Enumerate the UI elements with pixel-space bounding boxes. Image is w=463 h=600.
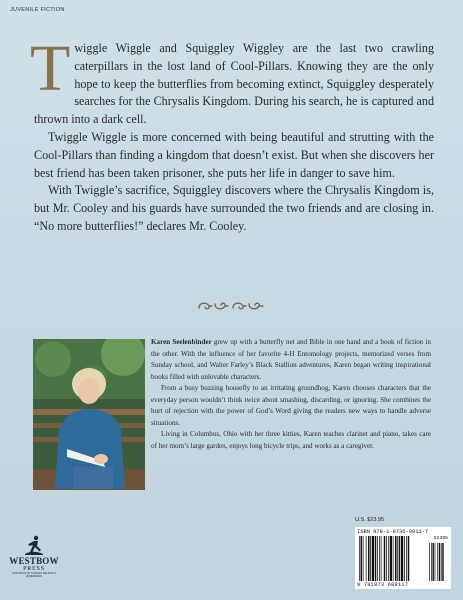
isbn-text: ISBN 978-1-9736-0911-7 bbox=[357, 529, 429, 535]
barcode-bars-icon bbox=[355, 527, 451, 589]
blurb-paragraph-1-text: wiggle Wiggle and Squiggley Wiggley are the last two crawling caterpillars in the lost land of Cool-Pillars. Knowing they are the only hope to keep the butterflies from becoming extinct, Squiggley desperately searches for the Chrysalis Kingdom. During his search, he is captured and thrown into a dark cell. bbox=[34, 41, 434, 127]
bio-paragraph-1 bbox=[151, 337, 431, 383]
author-photo bbox=[33, 339, 145, 490]
bio-paragraph-3: Living in Columbus, Ohio with her three kitties, Karen teaches clarinet and piano, takes care of her mom’s large garden, enjoys long bicycle trips, and works as a caregiver. bbox=[151, 430, 431, 450]
blurb-paragraph-3: With Twiggle’s sacrifice, Squiggley discovers where the Chrysalis Kingdom is, but Mr. Cooley and his guards have surrounded the two friends and are closing in. “No more butterflies!” declares Mr. Cooley. bbox=[34, 183, 434, 233]
ornament-divider-icon bbox=[195, 298, 267, 314]
blurb-paragraph-1 bbox=[30, 32, 434, 129]
publisher-logo bbox=[4, 535, 64, 595]
publisher-press: PRESS bbox=[23, 566, 45, 572]
book-blurb bbox=[30, 32, 434, 236]
bio-paragraph-1-text: grew up with a butterfly net and Bible in one hand and a book of fiction in the other. With the influence of her favorite 4-H Entomology projects, memorized verses from Sunday school, and Walter Farley’s Black Stallion adventures, Karen began writing inspirational books filled with unlovable characters. bbox=[151, 338, 431, 381]
barcode-digits: 9 781973 609117 bbox=[357, 582, 409, 588]
price-addon-digits: 52395 bbox=[433, 536, 448, 541]
genre-label: JUVENILE FICTION bbox=[10, 7, 65, 13]
publisher-name: WESTBOW bbox=[9, 556, 59, 566]
runner-icon bbox=[23, 535, 45, 555]
author-bio bbox=[151, 337, 431, 452]
blurb-paragraph-2: Twiggle Wiggle is more concerned with being beautiful and strutting with the Cool-Pillars than finding a kingdom that doesn’t exist. But when she discovers her best friend has been taken prisoner, she puts her life in danger to save him. bbox=[34, 129, 434, 180]
author-name: Karen Seelenbinder bbox=[151, 338, 212, 346]
publisher-fine-print: A DIVISION OF THOMAS NELSON & ZONDERVAN bbox=[12, 572, 56, 578]
price-label: U.S. $23.95 bbox=[355, 517, 385, 523]
drop-cap: T bbox=[30, 32, 71, 105]
bio-paragraph-2: From a busy buzzing housefly to an irritating groundhog, Karen chooses characters that the everyday person wouldn’t think twice about smashing, discarding, or ignoring. She combines the hurt of rejection with the power of God’s Word giving the readers new ways to handle adverse situations. bbox=[151, 384, 431, 427]
barcode bbox=[355, 527, 451, 589]
